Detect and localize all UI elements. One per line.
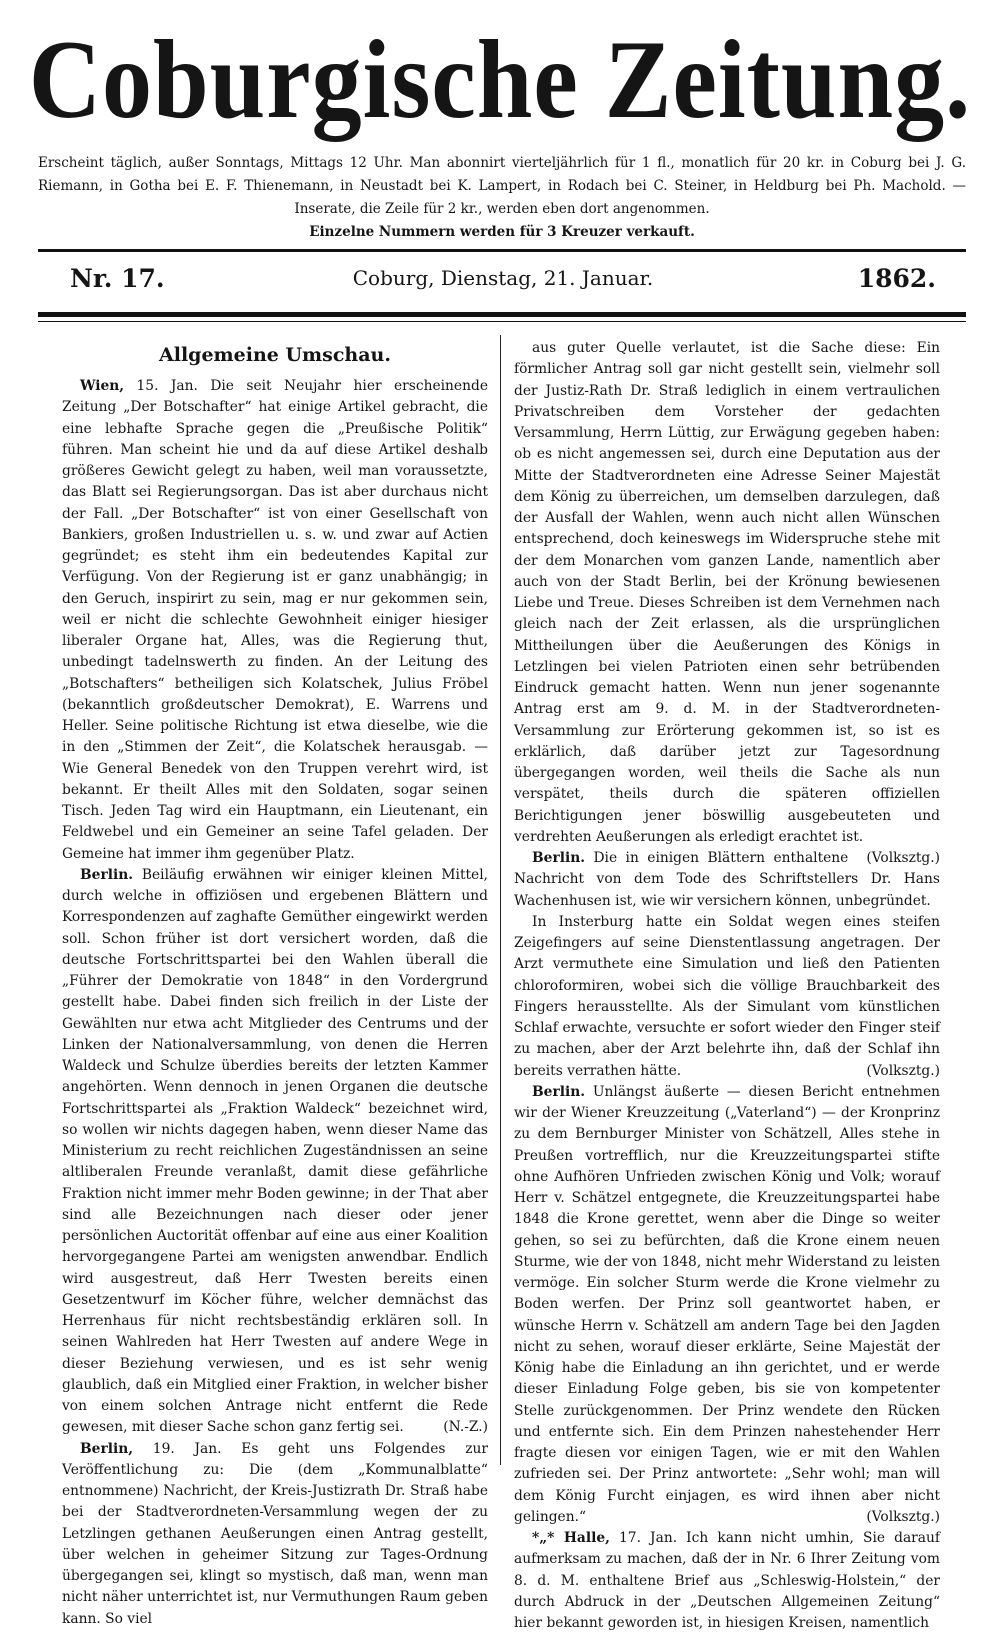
source-citation: (Volksztg.) — [866, 1062, 940, 1079]
dateline-place: *„* Halle, — [532, 1530, 610, 1546]
dateline-place: Berlin. — [80, 866, 134, 883]
article-text: aus guter Quelle verlautet, ist die Sache diese: Ein förmlicher Antrag soll gar nicht gestellt sein, vielmehr soll der Justiz-Rath Dr. Straß lediglich in einem vertraulichen Privatschreiben dem Vorsteher der gedachten Versammlung, Herrn Lüttig, zur Erwägung gegeben haben: ob es nicht angemessen sei, durch eine Deputation aus der Mitte der Stadtverordneten eine Adresse Seiner Majestät dem König zu überreichen, um demselben darzulegen, daß der Ausfall der Wahlen, wenn auch nicht allen Wünschen entsprechend, doch keineswegs im Widerspruche stehe mit der dem Monarchen vom ganzen Lande, namentlich aber auch von der Stadt Berlin, bei der Krönung bewiesenen Liebe und Treue. Dieses Schreiben ist dem Vernehmen nach gleich nach der Zeit erlassen, als die ursprünglichen Mittheilungen über die Aeußerungen des Königs in Letzlingen bei vielen Patrioten einen sehr betrübenden Eindruck gemacht hatten. Wenn nun jener sogenannte Antrag erst am 9. d. M. in der Stadtverordneten-Versammlung zur Erörterung gekommen ist, so ist es erklärlich, daß darüber jetzt zur Tagesordnung übergegangen worden, weil theils die Sache als nun verspätet, theils durch die späteren offiziellen Berichtigungen jener böswillig ausgebeuteten und verdrehten Aeußerungen als erledigt erachtet ist. — [514, 340, 940, 845]
article-paragraph — [514, 1528, 940, 1634]
double-rule-thick — [38, 312, 966, 317]
article-text: Beiläufig erwähnen wir einiger kleinen Mittel, durch welche in offiziösen und ergebenen Blättern und Korrespondenzen auf zaghafte Gemüther eingewirkt werden soll. Schon früher ist dort versichert worden, daß die deutsche Fortschrittspartei bei den Wahlen überall die „Führer der Demokratie von 1848“ in den Vordergrund gestellt habe. Dabei finden sich freilich in der Liste der Gewählten nur etwa acht Mitglieder des Centrums und der Linken der Nationalversammlung, von denen die Herren Waldeck und Schulze überdies bereits der letzten Kammer angehörten. Wenn dennoch in jenen Organen die deutsche Fortschrittspartei als „Fraktion Waldeck“ bezeichnet wird, so wollen wir nichts dagegen haben, wenn dieser Name das Ministerium zu recht reichlichen Zugeständnissen an seine altliberalen Freunde veranlaßt, damit diese gefährliche Fraktion nicht immer mehr Boden gewinne; in der That aber sind alle Bezeichnungen nach dieser oder jener persönlichen Auctorität offenbar auf eine aus einer Koalition hervorgegangene Partei am wenigsten anwendbar. Endlich wird ausgestreut, daß Herr Twesten bereits einen Gesetzentwurf im Köcher führe, welcher demnächst das Herrenhaus für nicht rechtsbeständig erklären soll. In seinen Wahlreden hat Herr Twesten auf andere Wege in dieser Beziehung verwiesen, und es ist sehr wenig glaublich, daß ein Mitglied einer Fraktion, in welcher bisher von einem solchen Antrage nicht entfernt die Rede gewesen, mit dieser Sache schon ganz fertig sei. — [62, 866, 488, 1436]
right-column — [514, 338, 940, 1631]
article-text: Die in einigen Blättern enthaltene Nachricht von dem Tode des Schriftstellers Dr. Hans Wachenhusen ist, wie wir versichern können, unbegründet. — [514, 850, 940, 909]
dateline-place: Wien, — [80, 378, 125, 394]
masthead-title: Coburgische Zeitung. — [28, 17, 972, 142]
article-paragraph — [62, 865, 488, 1439]
source-citation: (Volksztg.) — [866, 1508, 940, 1525]
double-rule-thin — [38, 321, 966, 322]
single-issue-note: Einzelne Nummern werden für 3 Kreuzer verkauft. — [309, 224, 695, 240]
article-text: 19. Jan. Es geht uns Folgendes zur Veröffentlichung zu: Die (dem „Kommunalblatte“ entnommene) Nachricht, der Kreis-Justizrath Dr. Straß habe bei der Stadtverordneten-Versammlung wegen der zu Letzlingen gethanen Aeußerungen einen Antrag gestellt, über welchen in geheimer Sitzung zur Tages-Ordnung übergegangen sei, klingt so mystisch, daß man, wenn man nicht näher unterrichtet ist, nur Vermuthungen Raum geben kann. So viel — [62, 1440, 488, 1627]
issue-number: Nr. 17. — [70, 264, 165, 293]
right-article-list — [514, 338, 940, 1634]
dateline-place: Berlin. — [532, 850, 586, 866]
source-citation: (Volksztg.) — [866, 850, 940, 866]
dateline-place: Berlin, — [80, 1440, 134, 1457]
column-divider — [500, 335, 501, 1465]
top-rule — [38, 249, 966, 252]
article-paragraph — [514, 912, 940, 1082]
article-text: 15. Jan. Die seit Neujahr hier erscheinende Zeitung „Der Botschafter“ hat einige Artikel gebracht, die eine lebhafte Sprache gegen die „Preußische Politik“ führen. Man scheint hie und da auf diese Artikel deshalb größeres Gewicht gelegt zu haben, weil man voraussetzte, das Blatt sei Regierungsorgan. Das ist aber durchaus nicht der Fall. „Der Botschafter“ ist von einer Gesellschaft von Bankiers, großen Industriellen u. s. w. und zwar auf Actien gegründet; es steht ihm ein bedeutendes Kapital zur Verfügung. Von der Regierung ist er ganz unabhängig; in den Geruch, inspirirt zu sein, mag er nur gekommen sein, weil er nicht die schlechte Gewohnheit einiger hiesiger liberaler Organe hat, Alles, was die Regierung thut, unbedingt tadelnswerth zu finden. An der Leitung des „Botschafters“ betheiligen sich Kolatschek, Julius Fröbel (bekanntlich großdeutscher Demokrat), E. Warrens und Heller. Seine politische Richtung ist etwa dieselbe, wie die in den „Stimmen der Zeit“, die Kolatschek herausgab. — Wie General Benedek von den Truppen verehrt wird, ist bekannt. Er theilt Alles mit den Soldaten, sogar seinen Tisch. Jeden Tag wird ein Hauptmann, ein Lieutenant, ein Feldwebel und ein Gemeiner an seine Tafel geladen. Der Gemeine hat immer ihm gegenüber Platz. — [62, 378, 488, 862]
article-paragraph — [62, 376, 488, 865]
issue-year: 1862. — [857, 264, 936, 293]
left-column — [62, 338, 488, 1627]
source-citation: (N.-Z.) — [443, 1419, 488, 1436]
article-text: In Insterburg hatte ein Soldat wegen eines steifen Zeigefingers auf seine Dienstentlassung angetragen. Der Arzt vermuthete eine Simulation und ließ den Patienten chloroformiren, wobei sich die völlige Brauchbarkeit des Fingers herausstellte. Als der Simulant vom künstlichen Schlaf erwachte, versuchte er sofort wieder den Finger steif zu machen, aber der Arzt belehrte ihn, daß der Schlaf ihn bereits verrathen hätte. — [514, 913, 940, 1079]
left-article-list — [62, 376, 488, 1630]
article-text: 17. Jan. Ich kann nicht umhin, Sie darauf aufmerksam zu machen, daß der in Nr. 6 Ihrer Zeitung vom 8. d. M. enthaltene Brief aus „Schleswig-Holstein,“ der durch Abdruck in der „Deutschen Allgemeinen Zeitung“ hier bekannt geworden ist, in hiesigen Kreisen, namentlich — [514, 1530, 940, 1631]
dateline — [70, 264, 936, 304]
article-text: Unlängst äußerte — diesen Bericht entnehmen wir der Wiener Kreuzzeitung („Vaterland“) — der Kronprinz zu dem Bernburger Minister von Schätzell, Alles stehe in Preußen vortrefflich, nur die Kreuzzeitungspartei stifte ohne Aufhören Unfrieden zwischen König und Volk; worauf Herr v. Schätzel entgegnete, die Kreuzzeitungspartei habe 1848 die Krone gerettet, wenn aber die Dinge so weiter gehen, so sei zu befürchten, daß die Krone einem neuen Sturme, wie der von 1848, nicht mehr Widerstand zu leisten vermöge. Ein solcher Sturm werde die Krone vielmehr zu Boden werfen. Der Prinz soll geantwortet haben, er wünsche Herrn v. Schätzell am andern Tage bei den Jagden nicht zu sehen, worauf dieser erklärte, Seine Majestät der König habe die Einladung an ihn gerichtet, und er werde dieser Einladung Folge geben, bis sie von kompetenter Stelle zurückgenommen. Der Prinz wendete den Rücken und entfernte sich. Ein dem Prinzen nahestehender Herr fragte diesen vor einigen Tagen, wie er mit den Wahlen zufrieden sei. Der Prinz antwortete: „Sehr wohl; man will dem König Furcht einjagen, es wird ihnen aber nicht gelingen.“ — [514, 1083, 940, 1525]
subscription-info — [38, 152, 966, 244]
article-paragraph — [514, 338, 940, 866]
issue-date: Coburg, Dienstag, 21. Januar. — [352, 266, 654, 290]
subscription-text: Erscheint täglich, außer Sonntags, Mittags 12 Uhr. Man abonnirt vierteljährlich für 1 fl., monatlich für 20 kr. in Coburg bei J. G. Riemann, in Gotha bei E. F. Thienemann, in Neustadt bei K. Lampert, in Rodach bei C. Steiner, in Heldburg bei Ph. Machold. — Inserate, die Zeile für 2 kr., werden eben dort angenommen. — [38, 155, 966, 217]
article-paragraph — [514, 1082, 940, 1528]
article-paragraph — [62, 1439, 488, 1630]
dateline-place: Berlin. — [532, 1083, 586, 1100]
section-heading: Allgemeine Umschau. — [159, 344, 391, 366]
